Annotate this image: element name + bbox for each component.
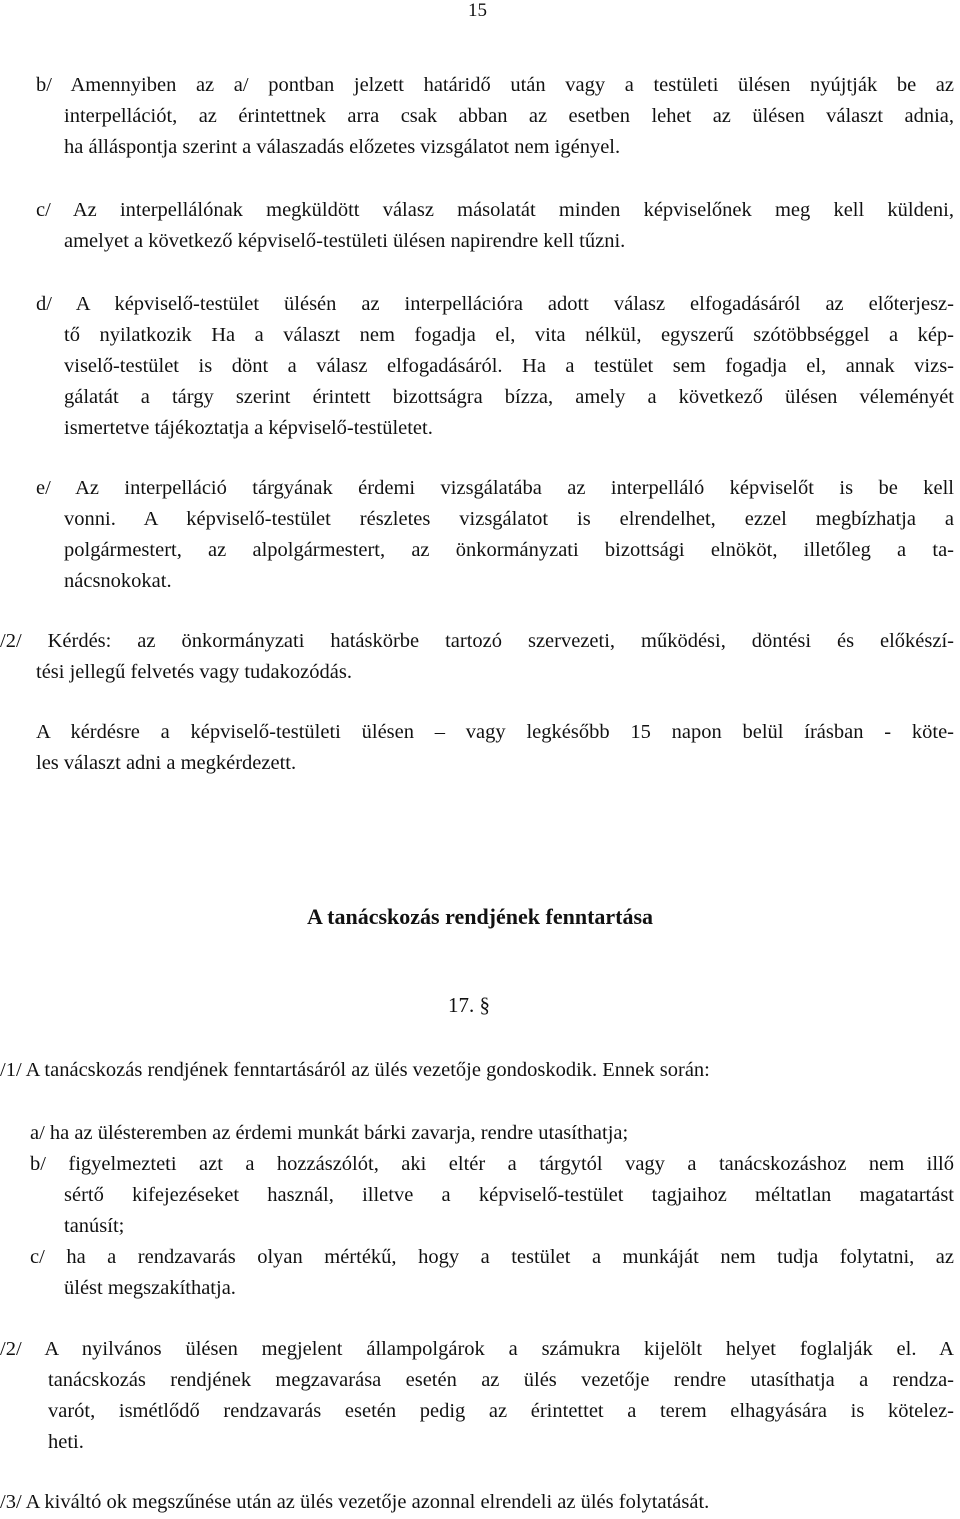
section-17-2-line: /2/ A nyilvános ülésen megjelent állampolgárok a számukra kijelölt helyet foglalják el. A (0, 1338, 954, 1360)
paragraph-e-line: vonni. A képviselő-testület részletes vizsgálatot is elrendelhet, ezzel megbízhatja a (64, 508, 954, 530)
section-title: A tanácskozás rendjének fenntartása (306, 904, 654, 929)
list-item-a: a/ ha az ülésteremben az érdemi munkát bárki zavarja, rendre utasíthatja; (30, 1122, 629, 1144)
paragraph-e-line: nácsnokokat. (64, 570, 172, 592)
section-17-2-line: heti. (48, 1431, 84, 1453)
section-17-1-intro: /1/ A tanácskozás rendjének fenntartásáról az ülés vezetője gondoskodik. Ennek során: (0, 1059, 710, 1081)
list-item-c-line: ülést megszakíthatja. (64, 1277, 236, 1299)
paragraph-c-line: c/ Az interpellálónak megküldött válasz másolatát minden képviselőnek meg kell küldeni, (36, 199, 954, 221)
paragraph-c-line: amelyet a következő képviselő-testületi ülésen napirendre kell tűzni. (64, 230, 626, 252)
section-number: 17. § (448, 993, 490, 1017)
section-17-2-line: tanácskozás rendjének megzavarása esetén az ülés vezetője rendre utasíthatja a rendza- (48, 1369, 954, 1391)
paragraph-b-line: ha álláspontja szerint a válaszadás előzetes vizsgálatot nem igényel. (64, 136, 621, 158)
paragraph-d-line: tő nyilatkozik Ha a választ nem fogadja el, vita nélkül, egyszerű szótöbbséggel a kép- (64, 324, 954, 346)
section-2-line: tési jellegű felvetés vagy tudakozódás. (36, 661, 352, 683)
answer-line: A kérdésre a képviselő-testületi ülésen – vagy legkésőbb 15 napon belül írásban - köte- (36, 721, 954, 743)
section-2-line: /2/ Kérdés: az önkormányzati hatáskörbe tartozó szervezeti, működési, döntési és előkészí- (0, 630, 954, 652)
page-number: 15 (468, 0, 487, 21)
section-17-3: /3/ A kiváltó ok megszűnése után az ülés vezetője azonnal elrendeli az ülés folytatását. (0, 1491, 710, 1513)
paragraph-d-line: d/ A képviselő-testület ülésén az interpellációra adott válasz elfogadásáról az előterjesz- (36, 293, 954, 315)
paragraph-d-line: viselő-testület is dönt a válasz elfogadásáról. Ha a testület sem fogadja el, annak vizs- (64, 355, 954, 377)
paragraph-e-line: e/ Az interpelláció tárgyának érdemi vizsgálatába az interpelláló képviselőt is be kell (36, 477, 954, 499)
section-17-2-line: varót, ismétlődő rendzavarás esetén pedig az érintettet a terem elhagyására is kötelez- (48, 1400, 954, 1422)
list-item-b-line: b/ figyelmezteti azt a hozzászólót, aki eltér a tárgytól vagy a tanácskozáshoz nem illő (30, 1153, 954, 1175)
list-item-b-line: sértő kifejezéseket használ, illetve a képviselő-testület tagjaihoz méltatlan magatartást (64, 1184, 954, 1206)
paragraph-e-line: polgármestert, az alpolgármestert, az önkormányzati bizottsági elnököt, illetőleg a ta- (64, 539, 954, 561)
answer-line: les választ adni a megkérdezett. (36, 752, 297, 774)
list-item-c-line: c/ ha a rendzavarás olyan mértékű, hogy a testület a munkáját nem tudja folytatni, az (30, 1246, 954, 1268)
paragraph-b-line: interpellációt, az érintettnek arra csak abban az esetben lehet az ülésen választ adnia, (64, 105, 954, 127)
paragraph-d-line: gálatát a tárgy szerint érintett bizottságra bízza, amely a következő ülésen véleményét (64, 386, 954, 408)
paragraph-d-line: ismertetve tájékoztatja a képviselő-testületet. (64, 417, 433, 439)
list-item-b-line: tanúsít; (64, 1215, 125, 1237)
paragraph-b-line: b/ Amennyiben az a/ pontban jelzett határidő után vagy a testületi ülésen nyújtják be az (36, 74, 954, 96)
